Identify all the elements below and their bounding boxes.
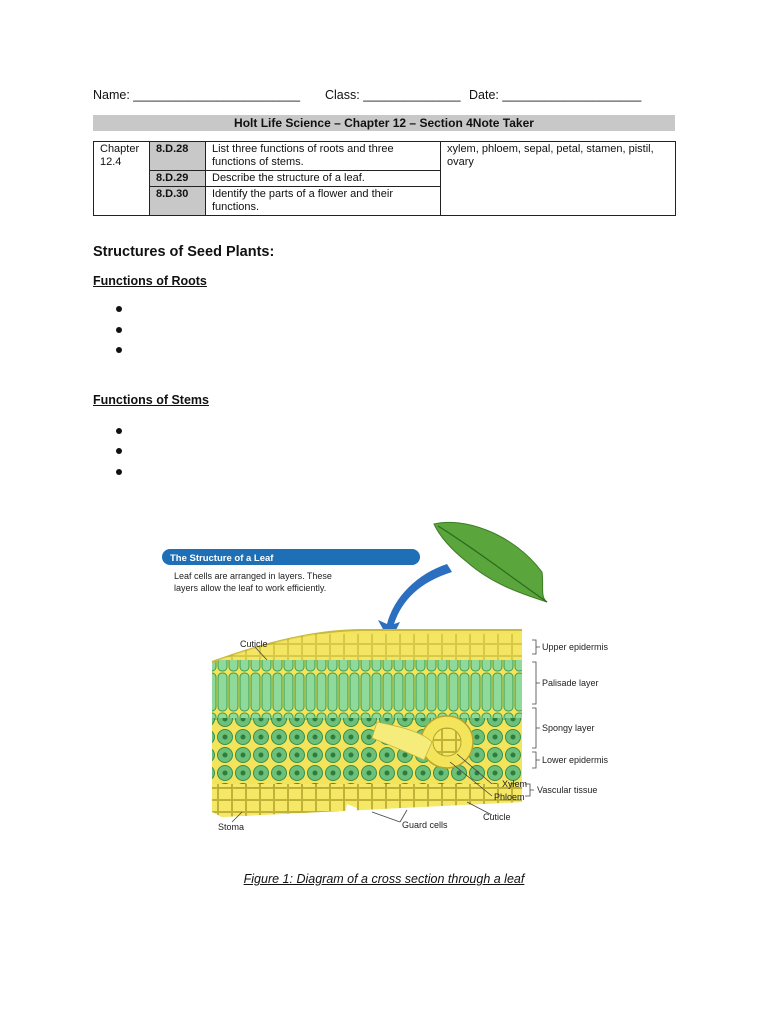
section-heading: Structures of Seed Plants: [93, 244, 275, 260]
name-field[interactable]: Name: ________________________ [93, 88, 301, 102]
figure-banner-text: The Structure of a Leaf [170, 553, 274, 564]
roots-bullet-3[interactable] [116, 347, 122, 353]
roots-bullet-2[interactable] [116, 327, 122, 333]
roots-bullet-1[interactable] [116, 306, 122, 312]
figure-intro-line-1: Leaf cells are arranged in layers. These [174, 571, 332, 581]
date-field[interactable]: Date: ____________________ [469, 88, 642, 102]
label-stoma: Stoma [218, 822, 245, 832]
label-upper-epidermis: Upper epidermis [542, 642, 609, 652]
label-palisade-layer: Palisade layer [542, 678, 599, 688]
table-row [94, 142, 676, 171]
label-guard-cells: Guard cells [402, 820, 448, 830]
stems-bullet-1[interactable] [116, 428, 122, 434]
leaf-structure-diagram [162, 512, 609, 848]
label-phloem: Phloem [494, 792, 525, 802]
stems-bullet-2[interactable] [116, 448, 122, 454]
standard-description: Describe the structure of a leaf. [206, 171, 441, 187]
standard-code: 8.D.28 [150, 142, 206, 171]
label-vascular-tissue: Vascular tissue [537, 785, 598, 795]
standard-description: Identify the parts of a flower and their functions. [206, 187, 441, 216]
standard-description: List three functions of roots and three functions of stems. [206, 142, 441, 171]
standards-table [93, 141, 676, 216]
figure-caption: Figure 1: Diagram of a cross section through a leaf [243, 872, 525, 886]
label-xylem: Xylem [502, 779, 528, 789]
label-cuticle-bottom: Cuticle [483, 812, 511, 822]
label-cuticle-top: Cuticle [240, 639, 268, 649]
roots-heading: Functions of Roots [93, 274, 207, 288]
label-lower-epidermis: Lower epidermis [542, 755, 609, 765]
standard-code: 8.D.30 [150, 187, 206, 216]
vocabulary-cell: xylem, phloem, sepal, petal, stamen, pistil, ovary [441, 142, 676, 216]
standard-code: 8.D.29 [150, 171, 206, 187]
stems-heading: Functions of Stems [93, 393, 209, 407]
figure-intro-line-2: layers allow the leaf to work efficiently. [174, 583, 327, 593]
class-field[interactable]: Class: ______________ [325, 88, 461, 102]
worksheet-title: Holt Life Science – Chapter 12 – Section 4Note Taker [93, 115, 675, 131]
leaf-icon [434, 522, 547, 602]
label-spongy-layer: Spongy layer [542, 723, 595, 733]
chapter-cell: Chapter 12.4 [94, 142, 150, 216]
stems-bullet-3[interactable] [116, 469, 122, 475]
